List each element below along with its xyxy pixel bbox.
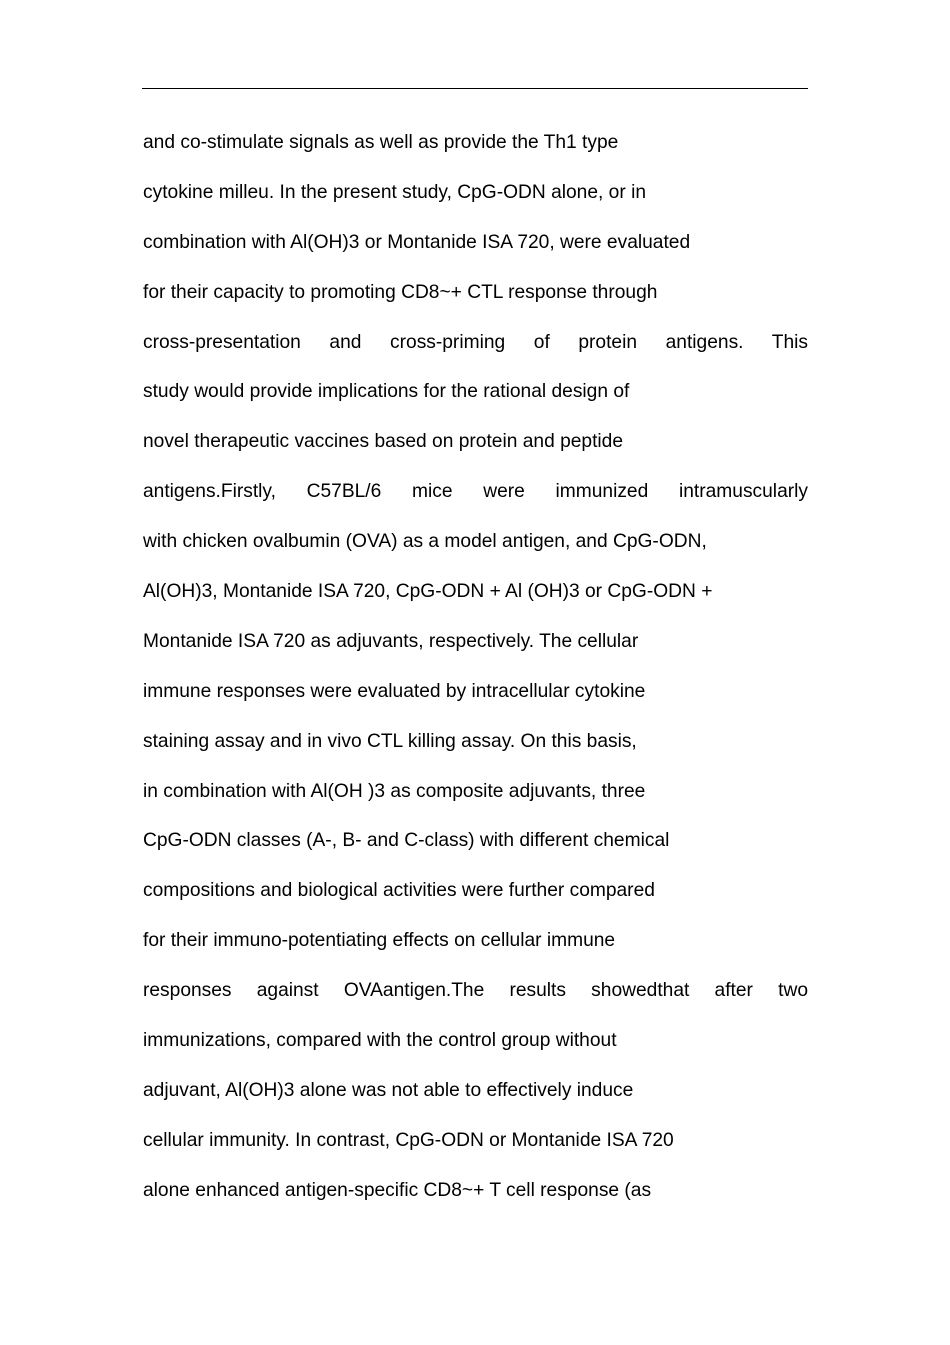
text-line: immune responses were evaluated by intracellular cytokine xyxy=(143,680,646,702)
text-line: novel therapeutic vaccines based on protein and peptide xyxy=(143,431,624,453)
text-line: cytokine milleu. In the present study, CpG-ODN alone, or in xyxy=(143,181,647,203)
text-line: Al(OH)3, Montanide ISA 720, CpG-ODN + Al (OH)3 or CpG-ODN + xyxy=(143,581,713,603)
text-line: cellular immunity. In contrast, CpG-ODN or Montanide ISA 720 xyxy=(143,1129,674,1151)
text-line: CpG-ODN classes (A-, B- and C-class) with different chemical xyxy=(143,830,670,852)
text-line: in combination with Al(OH )3 as composite adjuvants, three xyxy=(143,780,646,802)
text-line: immunizations, compared with the control group without xyxy=(143,1030,617,1052)
text-line: for their capacity to promoting CD8~+ CTL response through xyxy=(143,281,658,303)
body-text xyxy=(143,129,808,1227)
text-line: cross-presentation and cross-priming of protein antigens. This xyxy=(143,331,808,353)
text-line: for their immuno-potentiating effects on cellular immune xyxy=(143,930,616,952)
text-line: study would provide implications for the rational design of xyxy=(143,381,630,403)
text-line: staining assay and in vivo CTL killing assay. On this basis, xyxy=(143,730,637,752)
text-line: compositions and biological activities were further compared xyxy=(143,880,655,902)
text-line: and co-stimulate signals as well as provide the Th1 type xyxy=(143,132,619,153)
text-line: antigens.Firstly, C57BL/6 mice were immunized intramuscularly xyxy=(143,481,808,503)
text-line: adjuvant, Al(OH)3 alone was not able to effectively induce xyxy=(143,1079,634,1101)
text-line: alone enhanced antigen-specific CD8~+ T cell response (as xyxy=(143,1179,652,1201)
text-line: Montanide ISA 720 as adjuvants, respectively. The cellular xyxy=(143,630,639,652)
header-rule xyxy=(142,88,808,89)
text-line: with chicken ovalbumin (OVA) as a model antigen, and CpG-ODN, xyxy=(143,531,707,553)
text-line: combination with Al(OH)3 or Montanide ISA 720, were evaluated xyxy=(143,231,691,253)
text-line: responses against OVAantigen.The results showedthat after two xyxy=(143,980,808,1002)
